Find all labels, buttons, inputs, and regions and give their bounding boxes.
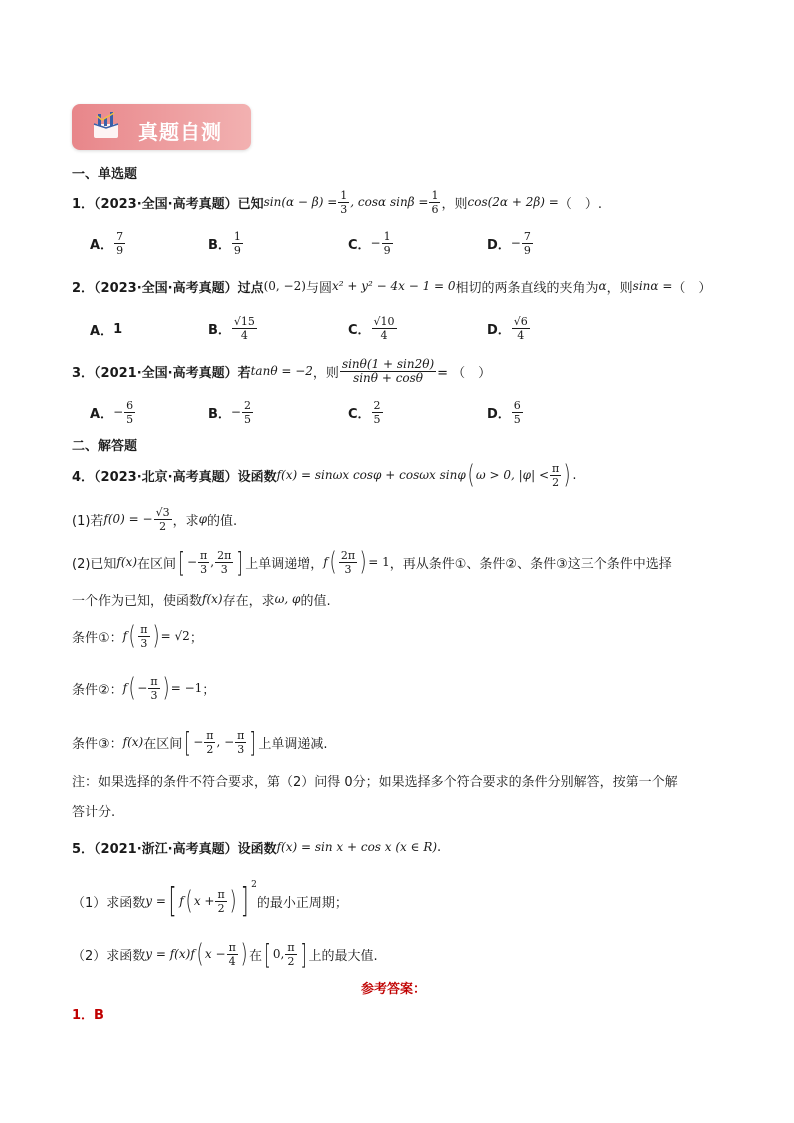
q1-option-a: A． $\frac{7}{9}$ <box>90 229 124 257</box>
q1-option-c: C． − $\frac{1}{9}$ <box>348 229 391 257</box>
q1-frac1: $\frac{1}{3}$ <box>340 188 348 216</box>
section-heading-answer: 二、解答题 <box>72 439 138 454</box>
book-chart-icon <box>90 110 122 142</box>
q5-part-2: （2）求函数 y = f(x)f ( x − $\frac{\pi}{4}$ ) 在 [ 0, $\frac{\pi}{2}$ ] 上的最大值. <box>72 937 378 971</box>
q4-part-1: (1)若 f(0) = − $\frac{√3}{2}$ ，求 φ 的值. <box>72 505 238 533</box>
question-5: 5．（2021·浙江·高考真题）设函数 f(x) = sin x + cos x (x ∈ R) . <box>72 839 442 857</box>
q4-part-2-line-2: 一个作为已知，使函数 f(x) 存在，求 ω, φ 的值. <box>72 592 331 609</box>
q4-note-line-2: 答计分. <box>72 805 116 820</box>
q1-frac2: $\frac{1}{6}$ <box>431 188 439 216</box>
answers-title: 参考答案： <box>361 982 427 997</box>
question-1 <box>72 188 602 216</box>
q1-stem-a: sin(α − β) = <box>263 195 338 209</box>
question-2: 2．（2023·全国·高考真题）过点 (0, −2) 与圆 x² + y² − 4x − 1 = 0 相切的两条直线的夹角为 α ，则 sinα = （ ） <box>72 279 712 296</box>
q2-option-d: D． $\frac{√6}{4}$ <box>487 314 528 342</box>
q1-stem-c: ，则 <box>441 196 468 212</box>
q4-condition-1: 条件①： f ( $\frac{\pi}{3}$ ) = √2 ； <box>72 621 203 651</box>
q3-option-a: A． − $\frac{6}{5}$ <box>90 398 134 426</box>
q1-stem-b: , cosα sinβ = <box>350 195 429 209</box>
q2-option-a: A． 1 <box>90 321 123 339</box>
q1-prefix: 1．（2023·全国·高考真题）已知 <box>72 196 264 212</box>
answer-1: 1．B <box>72 1008 104 1023</box>
question-4: 4．（2023·北京·高考真题）设函数 f(x) = sinωx cosφ + cosωx sinφ ( ω > 0, |φ| < $\frac{\pi}{2}$ ) . <box>72 460 577 490</box>
q3-option-c: C． $\frac{2}{5}$ <box>348 398 381 426</box>
q1-option-d: D． − $\frac{7}{9}$ <box>487 229 531 257</box>
q4-condition-2: 条件②： f ( − $\frac{\pi}{3}$ ) = −1 ； <box>72 673 216 703</box>
q3-option-d: D． $\frac{6}{5}$ <box>487 398 521 426</box>
q1-option-b: B． $\frac{1}{9}$ <box>208 229 241 257</box>
q4-part-2: (2)已知 f(x) 在区间 [ − $\frac{\pi}{3}$ , $\frac{2\pi}{3}$ ] 上单调递增， f ( $\frac{2\pi}{3}$ ) = 1 ，再从条件①、条件②、条件③这三个条件中选择 <box>72 545 672 579</box>
q3-option-b: B． − $\frac{2}{5}$ <box>208 398 251 426</box>
question-3: 3．（2021·全国·高考真题）若 tanθ = −2 ，则 $\frac{\sin\theta(1 + \sin 2\theta)}{\sin\theta + \cos\theta}$ = （ ） <box>72 356 492 385</box>
banner-title: 真题自测 <box>138 120 222 144</box>
q1-stem-e: （ ）. <box>558 196 602 212</box>
q1-stem-d: cos(2α + 2β) = <box>467 195 559 209</box>
q2-option-b: B． $\frac{√15}{4}$ <box>208 314 255 342</box>
q4-condition-3: 条件③： f(x) 在区间 [ − $\frac{\pi}{2}$ , − $\frac{\pi}{3}$ ] 上单调递减. <box>72 725 328 759</box>
q2-option-c: C． $\frac{√10}{4}$ <box>348 314 395 342</box>
section-heading-single-choice: 一、单选题 <box>72 167 138 182</box>
q4-note-line-1: 注：如果选择的条件不符合要求，第（2）问得 0分；如果选择多个符合要求的条件分别解答，按第一个解 <box>72 775 678 790</box>
q5-part-1: （1）求函数 y = [ f ( x + $\frac{\pi}{2}$ ) ] $^2$ 的最小正周期； <box>72 880 348 921</box>
